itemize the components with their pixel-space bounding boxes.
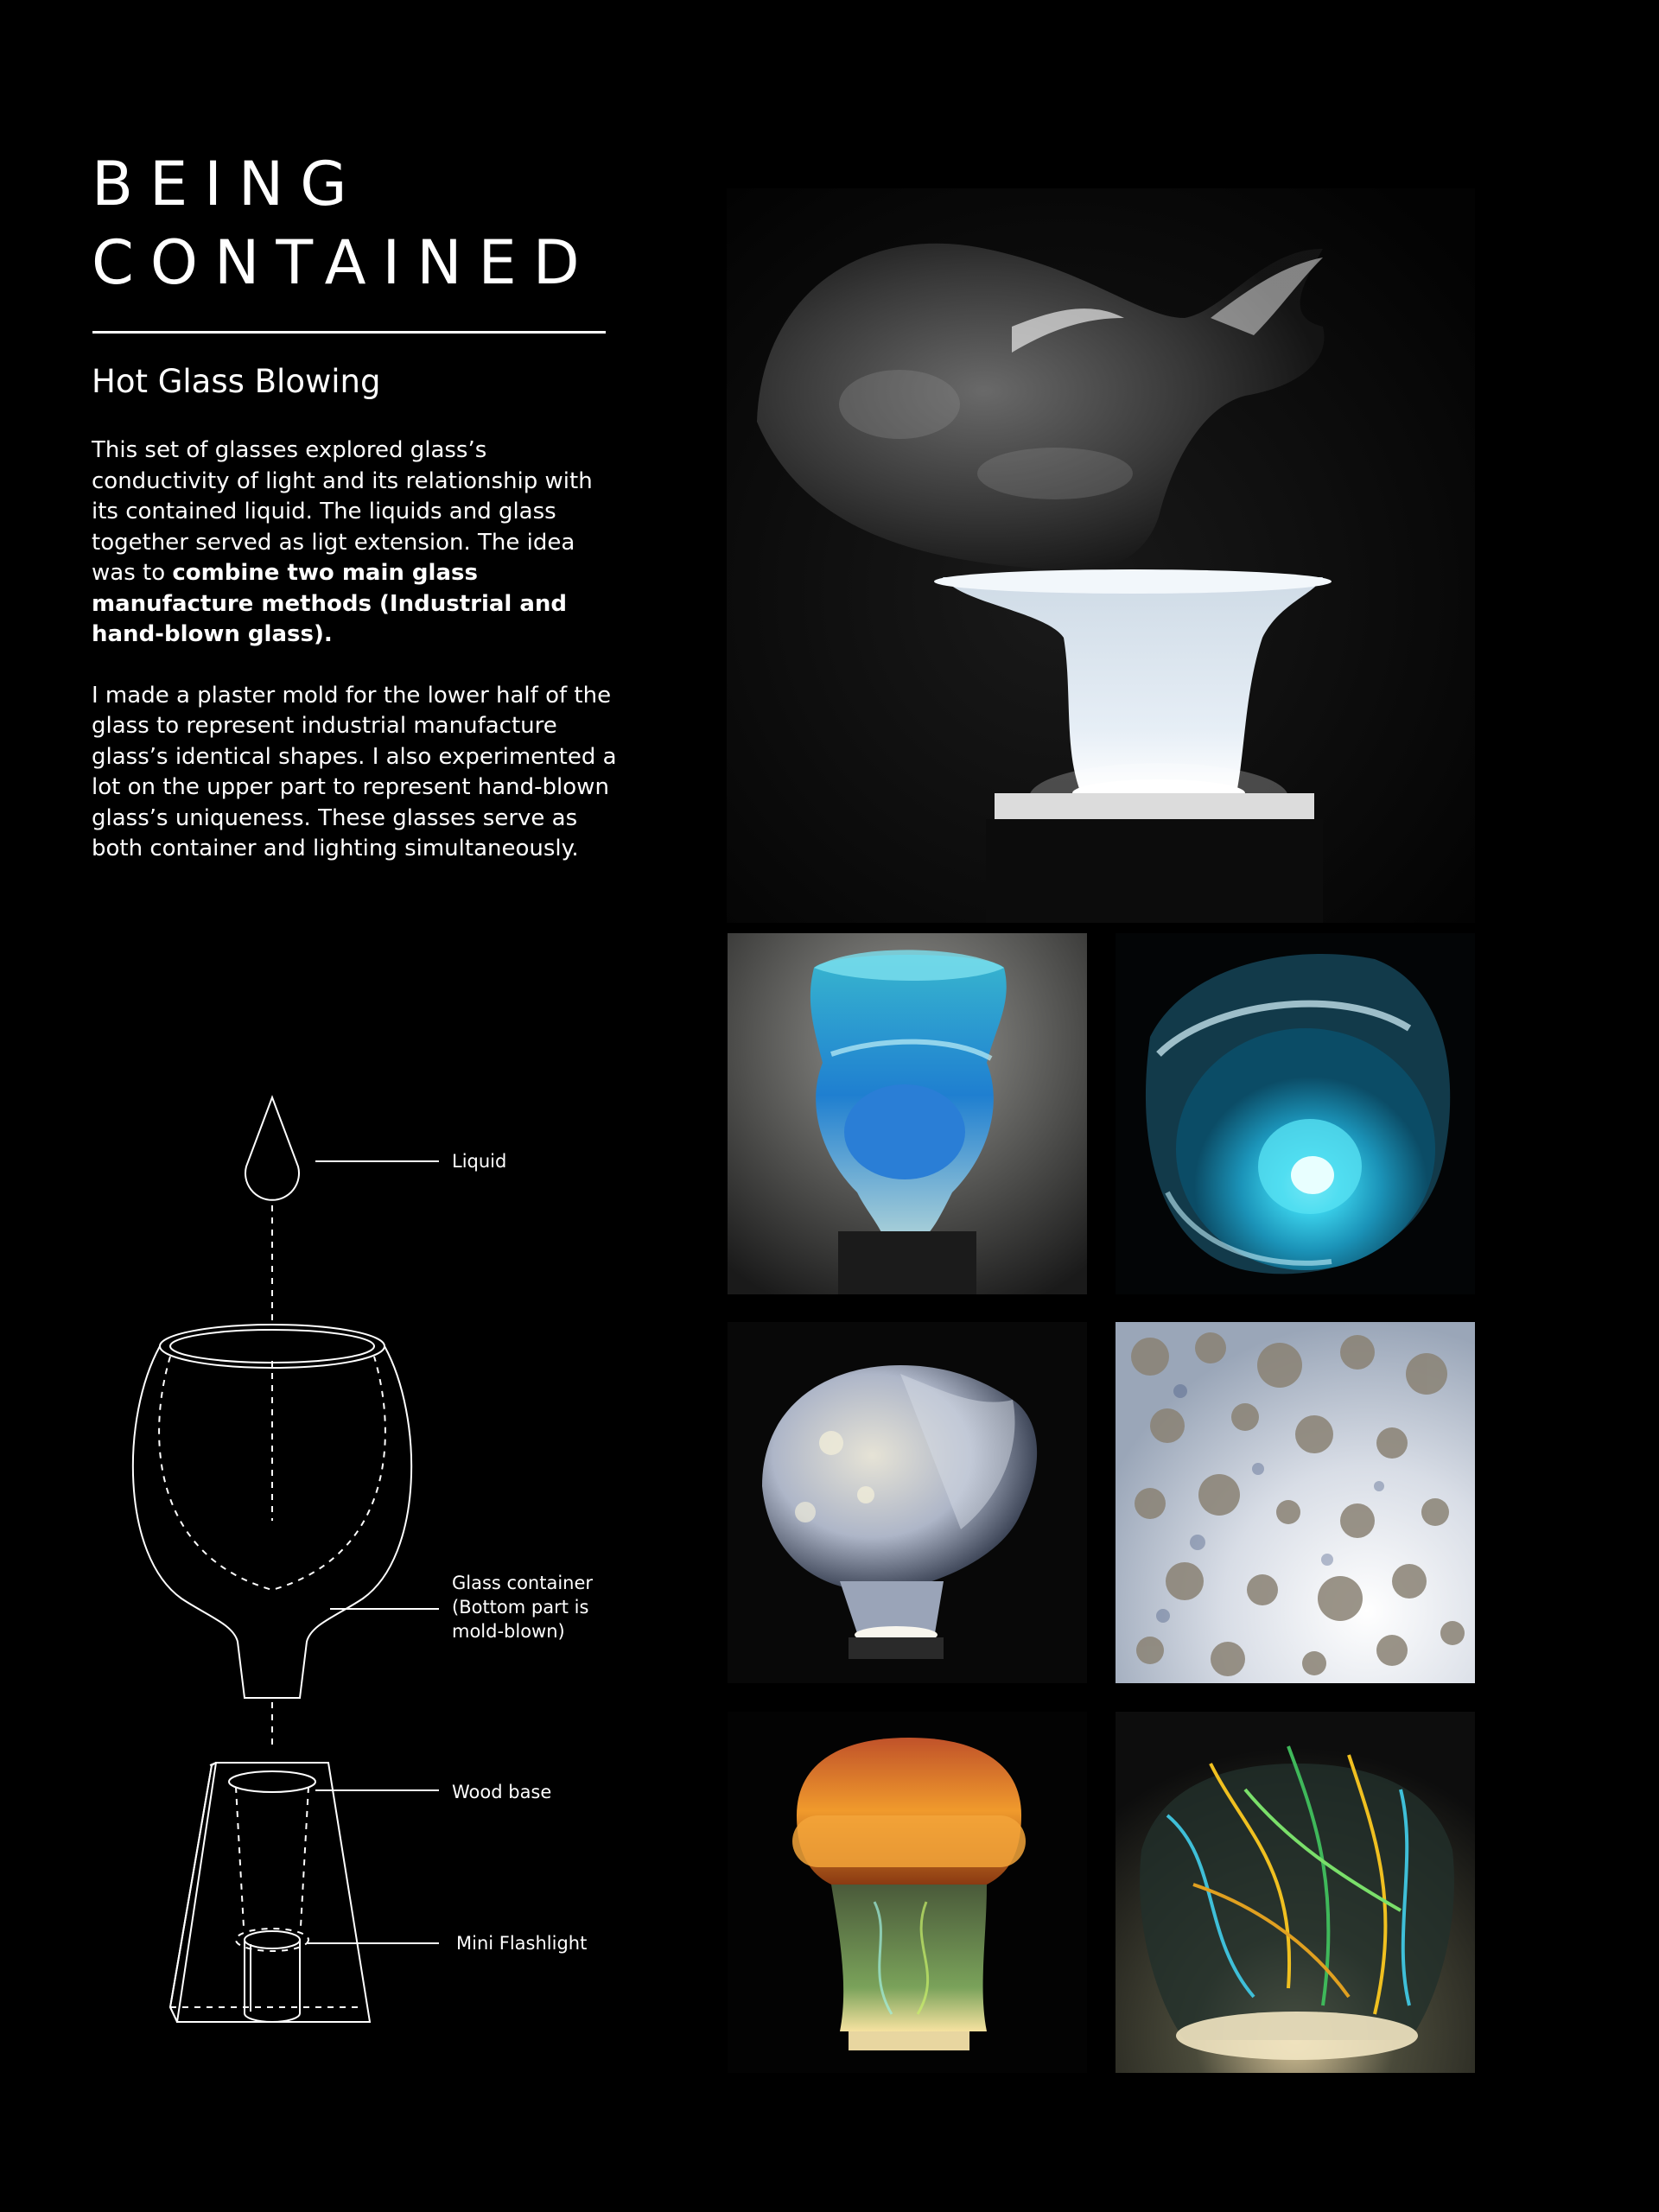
title-divider [92,331,606,334]
description-paragraph-2: I made a plaster mold for the lower half of the glass to represent industrial manufacture glass’s identical shapes. I also experimented a lot on the upper part to represent hand-blown glass’s uniqueness. These glasses serve as both container and lighting simultaneously. [92,682,617,861]
blue-glass-top-photo [1116,933,1475,1294]
mini-flashlight-outline [245,1940,300,2022]
section-subtitle: Hot Glass Blowing [92,363,381,400]
page-title [92,145,596,302]
amber-vase-photo [728,1712,1087,2073]
label-wood-base: Wood base [452,1782,552,1802]
label-glass-container: Glass container (Bottom part is mold-blown) [452,1573,594,1642]
description-paragraph-1 [92,435,619,651]
label-mini-flashlight: Mini Flashlight [456,1933,588,1954]
main-glass-photo [727,188,1475,923]
description [92,435,619,895]
blue-vase-photo [728,933,1087,1294]
colored-liquid-glass-photo [1116,1712,1475,2073]
white-speckled-closeup-photo [1116,1322,1475,1683]
title-line-2: CONTAINED [92,227,596,298]
title-line-1: BEING [92,149,364,219]
label-liquid: Liquid [452,1151,507,1172]
description-p1-text: This set of glasses explored glass’s conductivity of light and its relationship with its contained liquid. The liquids and glass together served as ligt extension. The idea was to [92,437,593,586]
description-p1-bold: combine two main glass manufacture methods (Industrial and hand-blown glass). [92,560,568,647]
white-speckled-glass-photo [728,1322,1087,1683]
liquid-droplet-icon [245,1097,299,1200]
